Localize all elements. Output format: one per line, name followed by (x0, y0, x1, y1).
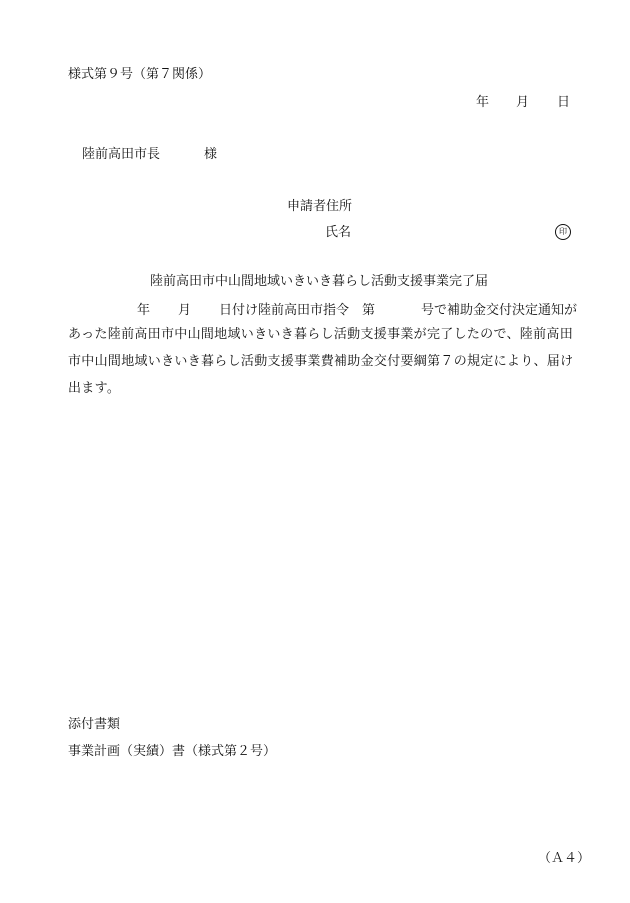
date-month-label: 月 (516, 95, 530, 110)
applicant-name-label: 氏名 (325, 225, 352, 240)
body-line-4: 出ます。 (68, 381, 121, 396)
attachments-heading: 添付書類 (68, 717, 121, 732)
seal-icon: 印 (555, 224, 571, 240)
attachments-item: 事業計画（実績）書（様式第２号） (68, 744, 277, 759)
paper-size-label: （Ａ４） (538, 851, 591, 866)
body-line-1-end: 号で補助金交付決定通知が (421, 303, 578, 318)
addressee-honorific: 様 (204, 147, 218, 162)
body-line-1-year: 年 (137, 303, 151, 318)
body-line-1-month: 月 (178, 303, 192, 318)
body-line-1-middle: 日付け陸前高田市指令 第 (219, 303, 376, 318)
body-line-2: あった陸前高田市中山間地域いきいき暮らし活動支援事業が完了したので、陸前高田 (68, 327, 574, 342)
addressee-name: 陸前高田市長 (82, 147, 161, 162)
applicant-address-label: 申請者住所 (287, 199, 353, 214)
date-year-label: 年 (476, 95, 490, 110)
document-title: 陸前高田市中山間地域いきいき暮らし活動支援事業完了届 (150, 274, 489, 289)
date-day-label: 日 (557, 95, 571, 110)
body-line-3: 市中山間地域いきいき暮らし活動支援事業費補助金交付要綱第７の規定により、届け (68, 354, 574, 369)
form-number: 様式第９号（第７関係） (68, 67, 212, 82)
